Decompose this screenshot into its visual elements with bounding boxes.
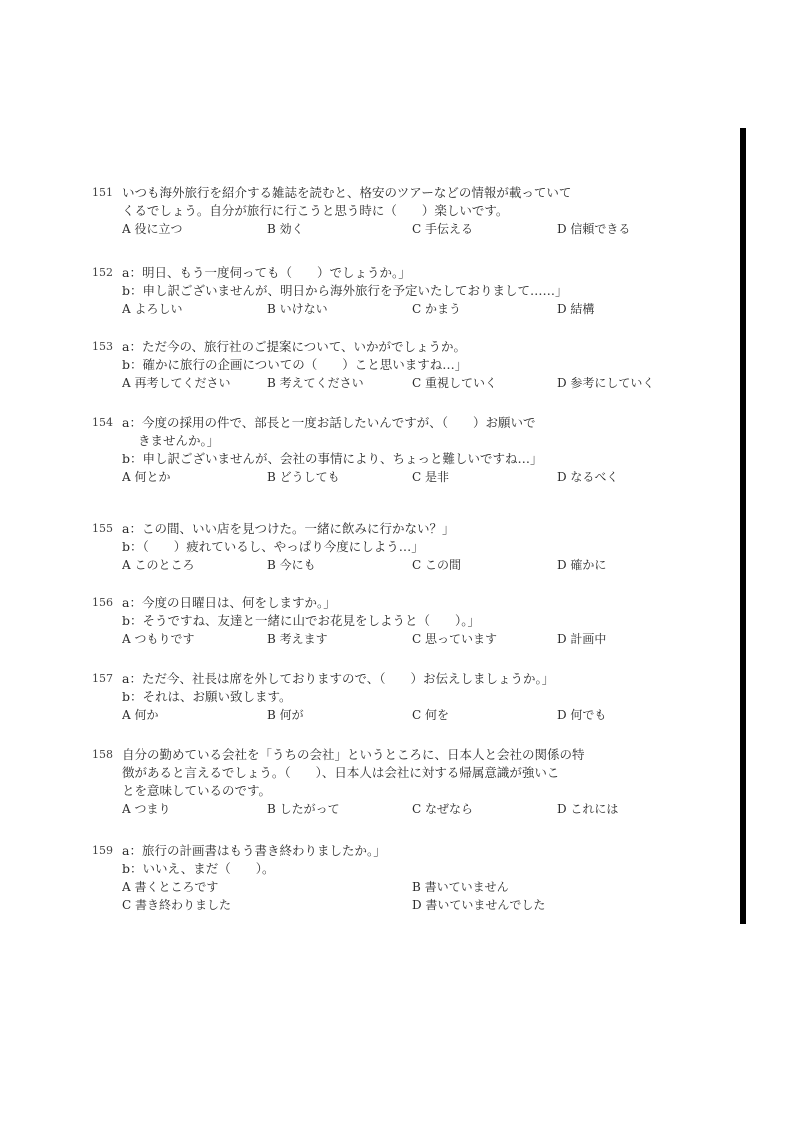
question-157 (92, 670, 702, 724)
question-text: とを意味しているのです。 (122, 783, 272, 798)
question-number: 154 (92, 416, 113, 429)
option-d[interactable]: D なるべく (557, 470, 619, 484)
question-text: いつも海外旅行を紹介する雑誌を読むと、格安のツアーなどの情報が載っていて (122, 185, 572, 200)
option-a[interactable]: A つもりです (122, 632, 195, 646)
option-b[interactable]: B 考えます (267, 632, 328, 646)
question-text: b：申し訳ございませんが、明日から海外旅行を予定いたしておりまして……」 (122, 283, 568, 298)
question-number: 152 (92, 266, 113, 279)
option-c[interactable]: C 書き終わりました (122, 898, 231, 912)
question-number: 159 (92, 844, 113, 857)
question-text: b：そうですね、友達と一緒に山でお花見をしようと（ ）。」 (122, 613, 481, 628)
option-d[interactable]: D 計画中 (557, 632, 607, 646)
option-b[interactable]: B 書いていません (412, 880, 509, 894)
question-text: くるでしょう。自分が旅行に行こうと思う時に（ ）楽しいです。 (122, 203, 509, 218)
question-155 (92, 520, 702, 574)
option-b[interactable]: B 考えてください (267, 376, 364, 390)
page-edge-shadow (740, 128, 746, 924)
option-b[interactable]: B したがって (267, 802, 340, 816)
option-a[interactable]: A 役に立つ (122, 222, 183, 236)
option-a[interactable]: A 何とか (122, 470, 171, 484)
option-a[interactable]: A つまり (122, 802, 171, 816)
option-b[interactable]: B 効く (267, 222, 304, 236)
question-152 (92, 264, 702, 318)
question-text: a：この間、いい店を見つけた。一緒に飲みに行かない？」 (122, 521, 455, 536)
option-c[interactable]: C 重視していく (412, 376, 497, 390)
question-number: 151 (92, 186, 113, 199)
question-text: b：それは、お願い致します。 (122, 689, 292, 704)
option-c[interactable]: C 是非 (412, 470, 449, 484)
option-b[interactable]: B 何が (267, 708, 304, 722)
question-151 (92, 184, 702, 238)
question-text: a：今度の採用の件で、部長と一度お話したいんですが、（ ）お願いで (122, 415, 536, 430)
question-text: a：今度の日曜日は、何をしますか。」 (122, 595, 336, 610)
option-a[interactable]: A よろしい (122, 302, 183, 316)
option-c[interactable]: C なぜなら (412, 802, 473, 816)
option-d[interactable]: D 確かに (557, 558, 607, 572)
question-number: 155 (92, 522, 113, 535)
option-c[interactable]: C かまう (412, 302, 461, 316)
option-d[interactable]: D 書いていませんでした (412, 898, 546, 912)
question-text: b：いいえ、まだ（ ）。 (122, 861, 275, 876)
question-number: 156 (92, 596, 113, 609)
option-b[interactable]: B いけない (267, 302, 328, 316)
option-a[interactable]: A 書くところです (122, 880, 219, 894)
option-d[interactable]: D 参考にしていく (557, 376, 655, 390)
option-c[interactable]: C 手伝える (412, 222, 473, 236)
question-154 (92, 414, 702, 486)
option-a[interactable]: A このところ (122, 558, 195, 572)
question-text: きませんか。」 (138, 433, 220, 448)
option-c[interactable]: C 何を (412, 708, 449, 722)
question-153 (92, 338, 702, 392)
option-d[interactable]: D 信頼できる (557, 222, 631, 236)
question-text: b：申し訳ございませんが、会社の事情により、ちょっと難しいですね…」 (122, 451, 543, 466)
question-number: 153 (92, 340, 113, 353)
option-d[interactable]: D 結構 (557, 302, 595, 316)
option-a[interactable]: A 再考してください (122, 376, 231, 390)
question-159 (92, 842, 702, 914)
question-158 (92, 746, 702, 818)
question-number: 157 (92, 672, 113, 685)
question-text: b：（ ）疲れているし、やっぱり今度にしよう…」 (122, 539, 424, 554)
question-text: a：ただ今、社長は席を外しておりますので、（ ）お伝えしましょうか。」 (122, 671, 555, 686)
question-text: 徴があると言えるでしょう。（ ）、日本人は会社に対する帰属意識が強いこ (122, 765, 560, 780)
question-text: a：ただ今の、旅行社のご提案について、いかがでしょうか。 (122, 339, 466, 354)
option-a[interactable]: A 何か (122, 708, 159, 722)
question-text: b：確かに旅行の企画についての（ ）こと思いますね…」 (122, 357, 468, 372)
option-d[interactable]: D これには (557, 802, 619, 816)
question-number: 158 (92, 748, 113, 761)
option-d[interactable]: D 何でも (557, 708, 607, 722)
option-c[interactable]: C この間 (412, 558, 461, 572)
question-text: 自分の勤めている会社を「うちの会社」というところに、日本人と会社の関係の特 (122, 747, 585, 762)
question-156 (92, 594, 702, 648)
option-b[interactable]: B 今にも (267, 558, 316, 572)
question-text: a：旅行の計画書はもう書き終わりましたか。」 (122, 843, 386, 858)
question-text: a：明日、もう一度伺っても（ ）でしょうか。」 (122, 265, 411, 280)
option-b[interactable]: B どうしても (267, 470, 340, 484)
option-c[interactable]: C 思っています (412, 632, 497, 646)
